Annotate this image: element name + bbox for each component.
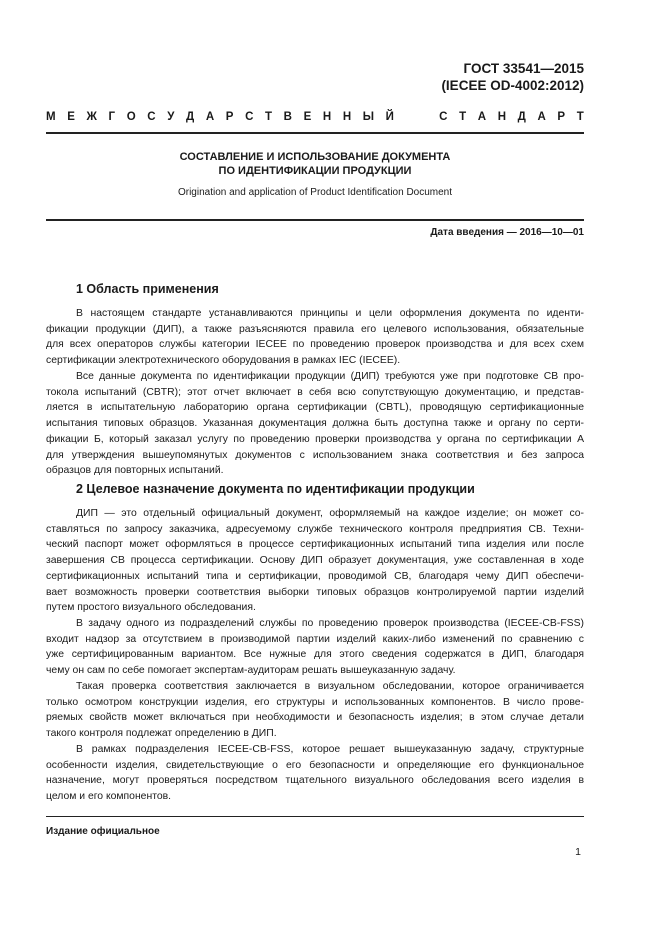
text-line: Такая проверка соответствия заключается в визуальном обследовании, которое ограничивается: [76, 681, 584, 692]
banner-letter: В: [283, 111, 292, 123]
banner-gap: [406, 111, 428, 123]
banner-letter: Т: [265, 111, 273, 123]
banner-letter: Д: [517, 111, 526, 123]
text-line: ДИП — это отдельный официальный документ, оформляемый на каждое изделие; он может со-: [76, 508, 584, 519]
official-edition-label: Издание официальное: [46, 826, 160, 837]
text-line: испытания типовых образцов. Указанная документация должна быть доступна также и органу по серти-: [46, 418, 584, 430]
banner-letter: Й: [385, 111, 394, 123]
introduction-date: Дата введения — 2016—10—01: [430, 227, 584, 238]
text-line: особенности изделия, свидетельствующие о его безопасности и определяющие его функциональное: [46, 759, 584, 771]
english-title: Origination and application of Product Identification Document: [177, 187, 453, 198]
text-line: ряемых свойств может включаться при необходимости и безопасность изделия; в этом случае детали: [46, 712, 584, 724]
banner-letter: Н: [342, 111, 352, 123]
text-line: входит надзор за отсутствием в производимой партии изделий каких-либо изменений по сравнению с: [46, 633, 584, 645]
banner-letter: Н: [497, 111, 507, 123]
banner-letter: А: [477, 111, 487, 123]
text-line: ставляться по запросу заказчика, адресуемому службе технического контроля предприятия CB. Техни-: [46, 523, 584, 535]
text-line: В настоящем стандарте устанавливаются принципы и цели оформления документа по иденти-: [76, 308, 584, 319]
title-divider: [46, 219, 584, 221]
banner-letter: Р: [225, 111, 234, 123]
banner-letter: Т: [576, 111, 584, 123]
text-line: целом и его компонентов.: [46, 791, 172, 803]
text-line: только осмотром конструкции изделия, его структуры и использованных компонентов. В число прове-: [46, 696, 584, 708]
text-line: сертификационных испытаний типа и сертификации, проводимой CB, благодаря чему ДИП обеспечи-: [46, 570, 584, 582]
text-line: ческий паспорт может оформляться в процессе сертификационных испытаний типа изделия или после: [46, 539, 584, 551]
page-number: 1: [575, 846, 581, 858]
banner-letter: С: [439, 111, 448, 123]
text-line: чему он сам по себе помогает экспертам-аудиторам решать вышеуказанную задачу.: [46, 665, 456, 677]
text-line: токола испытаний (CBTR); этот отчет включает в себя всю сопутствующую документацию, и представ-: [46, 386, 584, 398]
section-1-title: 1 Область применения: [76, 282, 219, 296]
banner-letter: О: [126, 111, 136, 123]
document-title: [46, 150, 584, 178]
banner-letter: М: [46, 111, 56, 123]
banner-letter: А: [205, 111, 215, 123]
iecee-code: (IECEE OD-4002:2012): [441, 78, 584, 93]
banner-letter: С: [147, 111, 156, 123]
banner-letter: Е: [67, 111, 75, 123]
document-code: [441, 60, 584, 94]
text-line: ляется в испытательную лабораторию органа сертификации (CBTL), проводящую сертификационные: [46, 402, 584, 414]
banner-letter: Д: [186, 111, 195, 123]
top-divider: [46, 132, 584, 134]
banner-letter: Р: [557, 111, 566, 123]
text-line: для всех операторов службы категории IECEE по проведению проверок производства и для всех схем: [46, 339, 584, 351]
banner-letter: А: [537, 111, 546, 123]
gost-code: ГОСТ 33541—2015: [463, 61, 584, 76]
banner-letter: У: [167, 111, 175, 123]
text-line: Все данные документа по идентификации продукции (ДИП) требуются уже при подготовке CB про-: [76, 371, 584, 382]
banner-letter: Н: [322, 111, 332, 123]
text-line: В рамках подразделения IECEE-CB-FSS, которое решает вышеуказанную задачу, структурные: [76, 744, 584, 755]
text-line: уже сертифицированным вариантом. Все нужные для этого сведения содержатся в ДИП, благодаря: [46, 649, 584, 661]
text-line: вает возможность проверки соответствия выборки типовых образцов контролируемой партии изделий: [46, 586, 584, 598]
banner-letter: Т: [459, 111, 467, 123]
section-1-paragraph-1: [46, 306, 584, 369]
text-line: путем простого визуального обследования.: [46, 602, 256, 614]
section-2-paragraph-3: [46, 679, 584, 742]
banner-letter: Г: [108, 111, 116, 123]
standard-banner: [46, 111, 584, 123]
section-2-paragraph-4: [46, 742, 584, 805]
text-line: такого контроля подлежат определению в ДИП.: [46, 728, 277, 740]
section-2-paragraph-2: [46, 616, 584, 679]
text-line: фикации Б, который заказал услугу по проведению проверки производства у органа по сертификации А: [46, 433, 584, 445]
section-2-paragraph-1: [46, 506, 584, 616]
text-line: фикации продукции (ДИП), а также разъясняются правила его целевого использования, обязательные: [46, 323, 584, 335]
text-line: назначение, могут проверяться посредством тщательного визуального обследования всего изделия в: [46, 775, 584, 787]
banner-letter: С: [245, 111, 254, 123]
banner-letter: Е: [303, 111, 312, 123]
text-line: завершения CB процесса сертификации. Основу ДИП образует документация, уже составленная в ходе: [46, 555, 584, 567]
banner-letter: Ы: [362, 111, 375, 123]
section-1-paragraph-2: [46, 369, 584, 479]
footer-divider: [46, 816, 584, 817]
section-2-title: 2 Целевое назначение документа по идентификации продукции: [76, 482, 475, 496]
banner-letter: Ж: [86, 111, 97, 123]
text-line: сертификации электротехнического оборудования в рамках IEC (IECEE).: [46, 355, 401, 367]
text-line: для утверждения вышеупомянутых документов с использованием знака соответствия и без запроса: [46, 449, 584, 461]
text-line: В задачу одного из подразделений службы по проведению проверок производства (IECEE-CB-FSS): [76, 618, 584, 629]
text-line: образцов для повторных испытаний.: [46, 465, 224, 477]
title-line-1: СОСТАВЛЕНИЕ И ИСПОЛЬЗОВАНИЕ ДОКУМЕНТА: [179, 151, 451, 163]
title-line-2: ПО ИДЕНТИФИКАЦИИ ПРОДУКЦИИ: [218, 165, 412, 177]
